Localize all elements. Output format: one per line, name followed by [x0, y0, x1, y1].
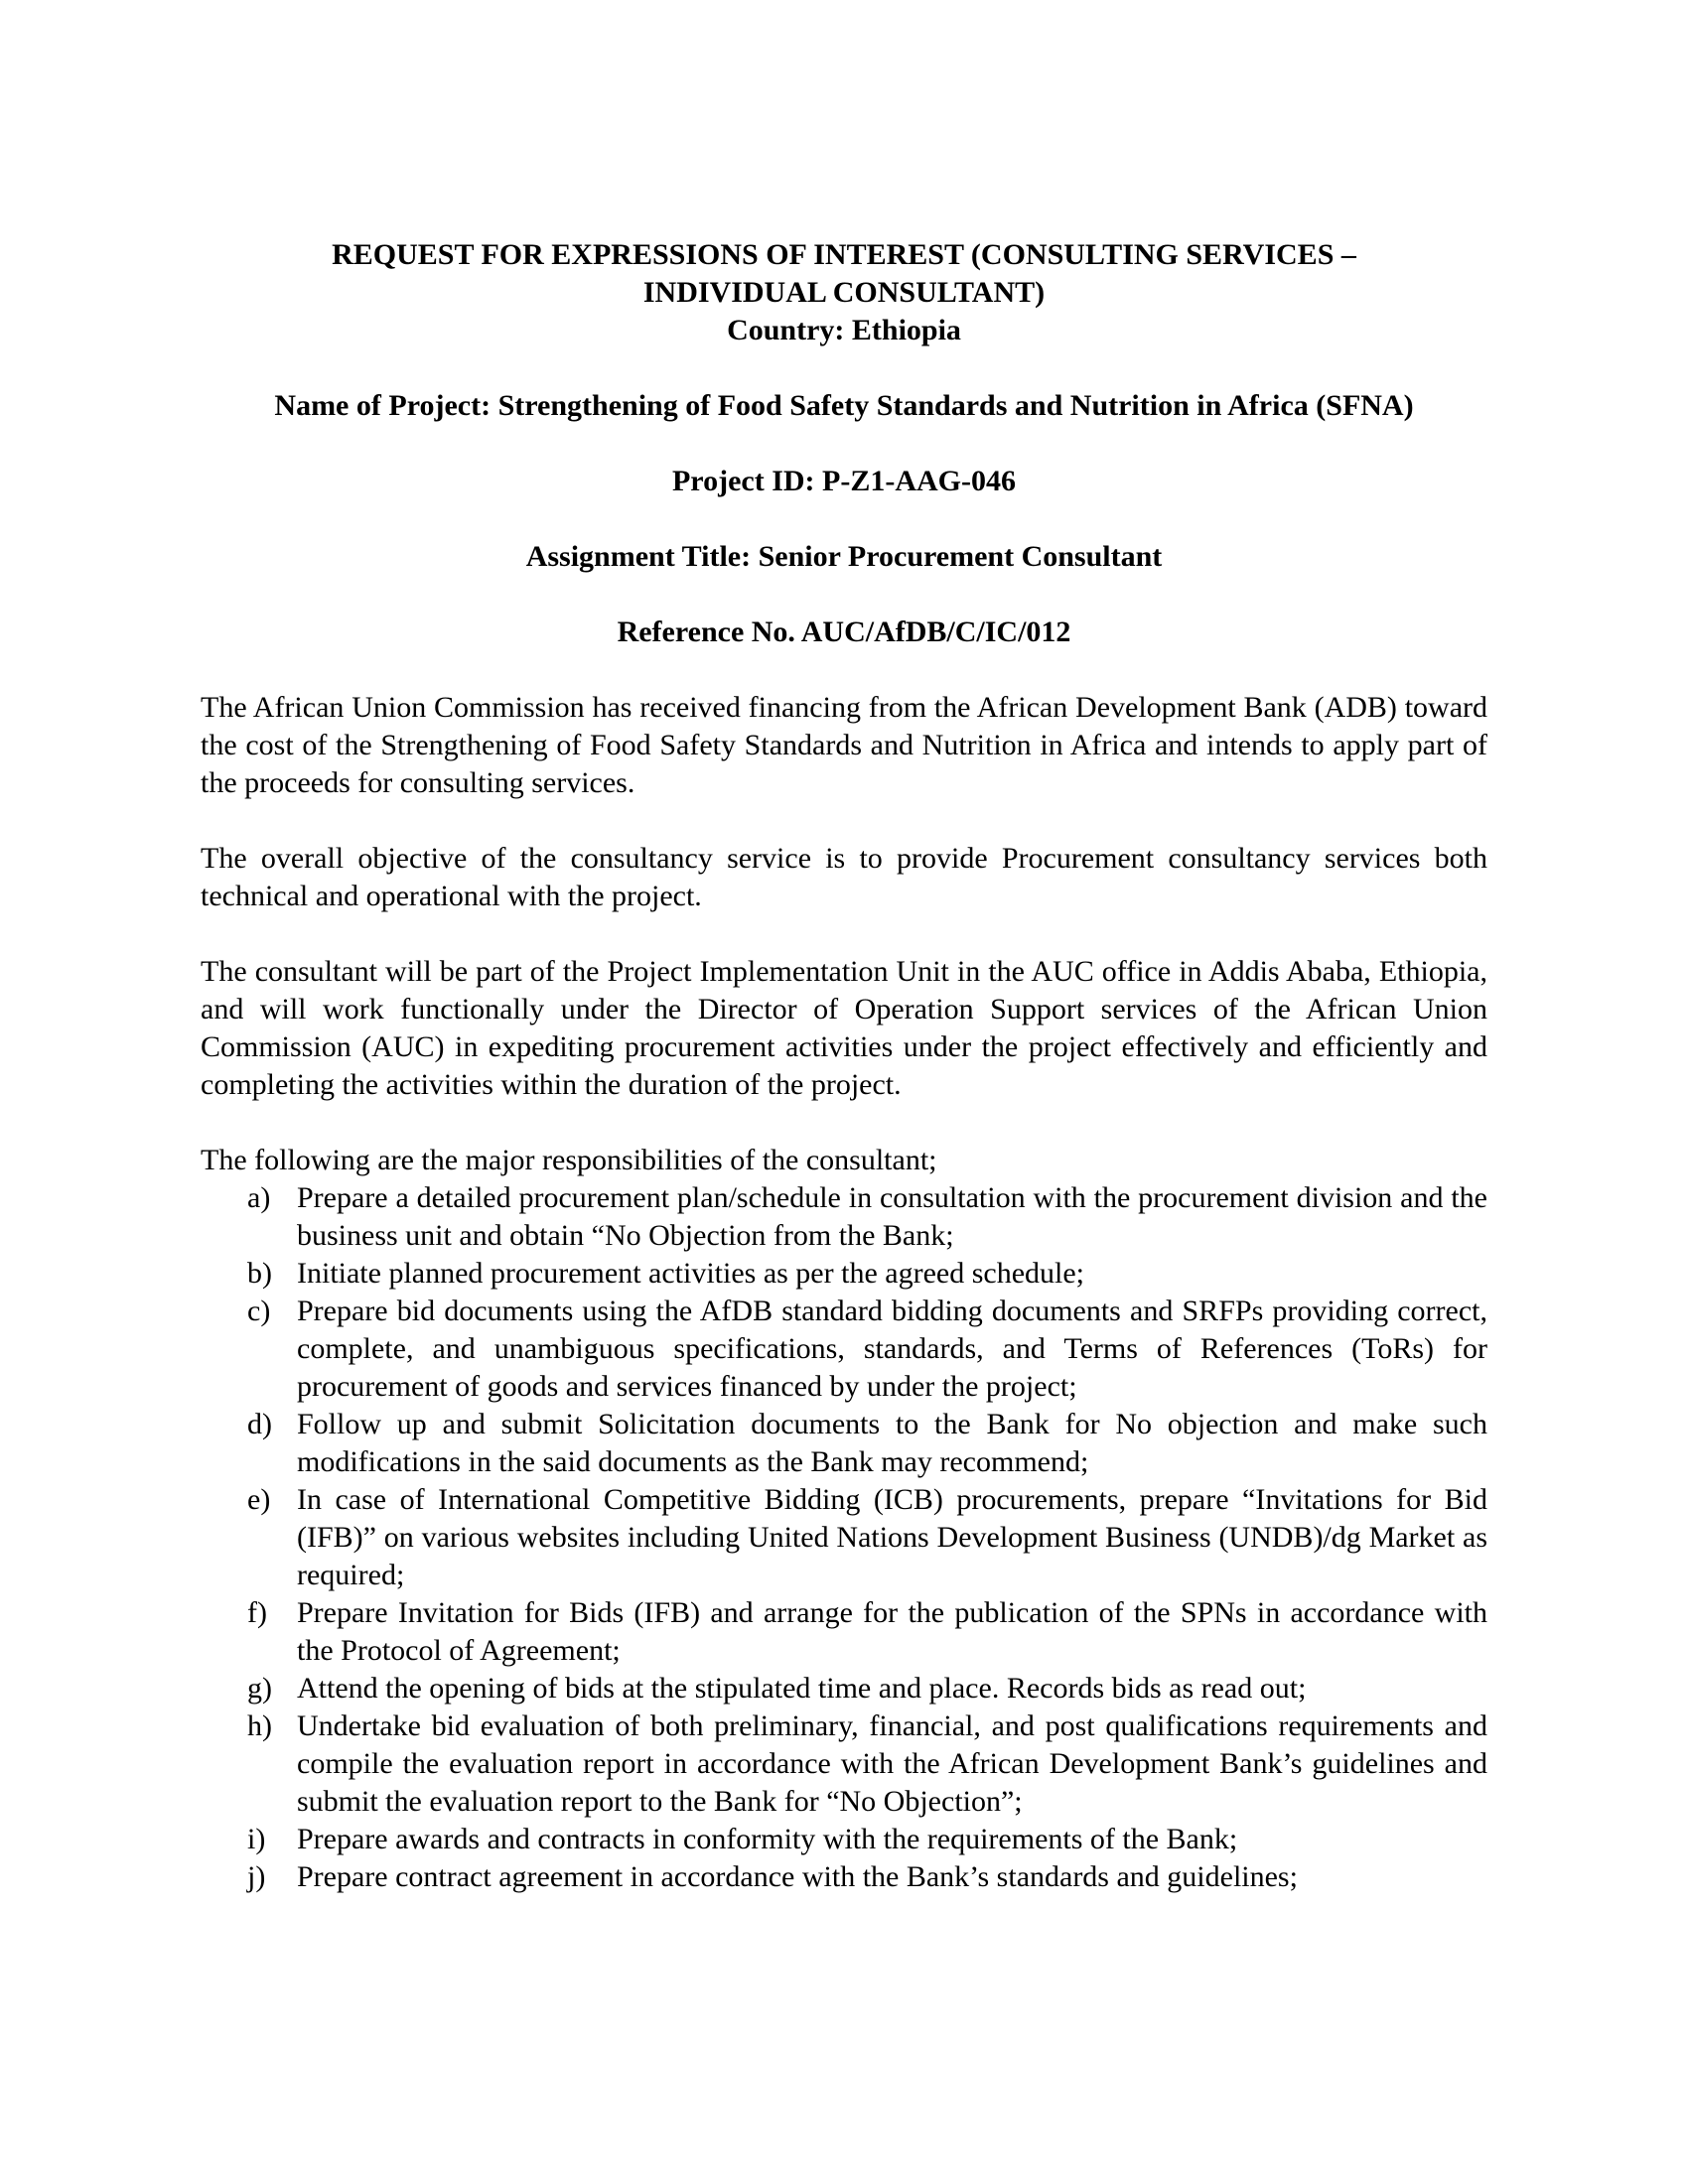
responsibility-item — [201, 1481, 1487, 1594]
responsibility-text: Prepare awards and contracts in conformity with the requirements of the Bank; — [297, 1823, 1238, 1855]
reference-number: Reference No. AUC/AfDB/C/IC/012 — [617, 615, 1071, 648]
responsibility-text: Attend the opening of bids at the stipulated time and place. Records bids as read out; — [297, 1672, 1307, 1705]
list-marker: d) — [247, 1408, 272, 1440]
scope-paragraph: The consultant will be part of the Project Implementation Unit in the AUC office in Addis Ababa, Ethiopia, and will work functionally under the Director of Operation Support services of the African Union Commission (AUC) in expediting procurement activities under the project effectively and efficiently and completing the activities within the duration of the project. — [201, 955, 1487, 1101]
responsibilities-list — [201, 1179, 1487, 1896]
document-title-line-2: INDIVIDUAL CONSULTANT) — [642, 276, 1046, 309]
list-marker: a) — [247, 1181, 271, 1214]
list-marker: e) — [247, 1483, 271, 1516]
responsibility-item — [201, 1821, 1487, 1858]
responsibility-text: Prepare Invitation for Bids (IFB) and arrange for the publication of the SPNs in accordance with the Protocol of Agreement; — [297, 1596, 1487, 1667]
responsibility-item — [201, 1707, 1487, 1821]
country-label: Country: Ethiopia — [727, 314, 961, 346]
document-heading — [201, 236, 1487, 349]
list-marker: g) — [247, 1672, 272, 1705]
responsibility-item — [201, 1293, 1487, 1406]
responsibility-item — [201, 1179, 1487, 1255]
project-name: Name of Project: Strengthening of Food Safety Standards and Nutrition in Africa (SFNA) — [274, 389, 1414, 422]
assignment-title: Assignment Title: Senior Procurement Consultant — [525, 540, 1163, 573]
document-page — [201, 236, 1487, 1896]
list-marker: f) — [247, 1596, 267, 1629]
list-marker: i) — [247, 1823, 266, 1855]
project-id: Project ID: P-Z1-AAG-046 — [671, 465, 1016, 497]
list-marker: b) — [247, 1257, 272, 1290]
responsibility-item — [201, 1670, 1487, 1707]
responsibility-text: Prepare bid documents using the AfDB standard bidding documents and SRFPs providing correct, complete, and unambiguous specifications, standards, and Terms of References (ToRs) for procurement of goods and services financed by under the project; — [297, 1295, 1487, 1403]
objective-paragraph: The overall objective of the consultancy service is to provide Procurement consultancy services both technical and operational with the project. — [201, 842, 1487, 912]
list-marker: j) — [247, 1860, 266, 1893]
responsibility-text: Undertake bid evaluation of both preliminary, financial, and post qualifications requirements and compile the evaluation report in accordance with the African Development Bank’s guidelines and submit the evaluation report to the Bank for “No Objection”; — [297, 1709, 1487, 1818]
financing-paragraph: The African Union Commission has received financing from the African Development Bank (ADB) toward the cost of the Strengthening of Food Safety Standards and Nutrition in Africa and intends to apply part of the proceeds for consulting services. — [201, 691, 1487, 799]
responsibility-item — [201, 1255, 1487, 1293]
list-marker: h) — [247, 1709, 272, 1742]
responsibility-item — [201, 1594, 1487, 1670]
responsibility-text: Initiate planned procurement activities as per the agreed schedule; — [297, 1257, 1084, 1290]
responsibility-item — [201, 1858, 1487, 1896]
document-title-line-1: REQUEST FOR EXPRESSIONS OF INTEREST (CONSULTING SERVICES – — [332, 238, 1356, 271]
responsibility-text: Prepare a detailed procurement plan/schedule in consultation with the procurement division and the business unit and obtain “No Objection from the Bank; — [297, 1181, 1487, 1252]
list-marker: c) — [247, 1295, 271, 1327]
responsibility-item — [201, 1406, 1487, 1481]
responsibility-text: In case of International Competitive Bidding (ICB) procurements, prepare “Invitations for Bid (IFB)” on various websites including United Nations Development Business (UNDB)/dg Market as required; — [297, 1483, 1487, 1591]
responsibility-text: Follow up and submit Solicitation documents to the Bank for No objection and make such modifications in the said documents as the Bank may recommend; — [297, 1408, 1487, 1478]
responsibility-text: Prepare contract agreement in accordance with the Bank’s standards and guidelines; — [297, 1860, 1298, 1893]
responsibilities-intro: The following are the major responsibilities of the consultant; — [201, 1144, 937, 1176]
